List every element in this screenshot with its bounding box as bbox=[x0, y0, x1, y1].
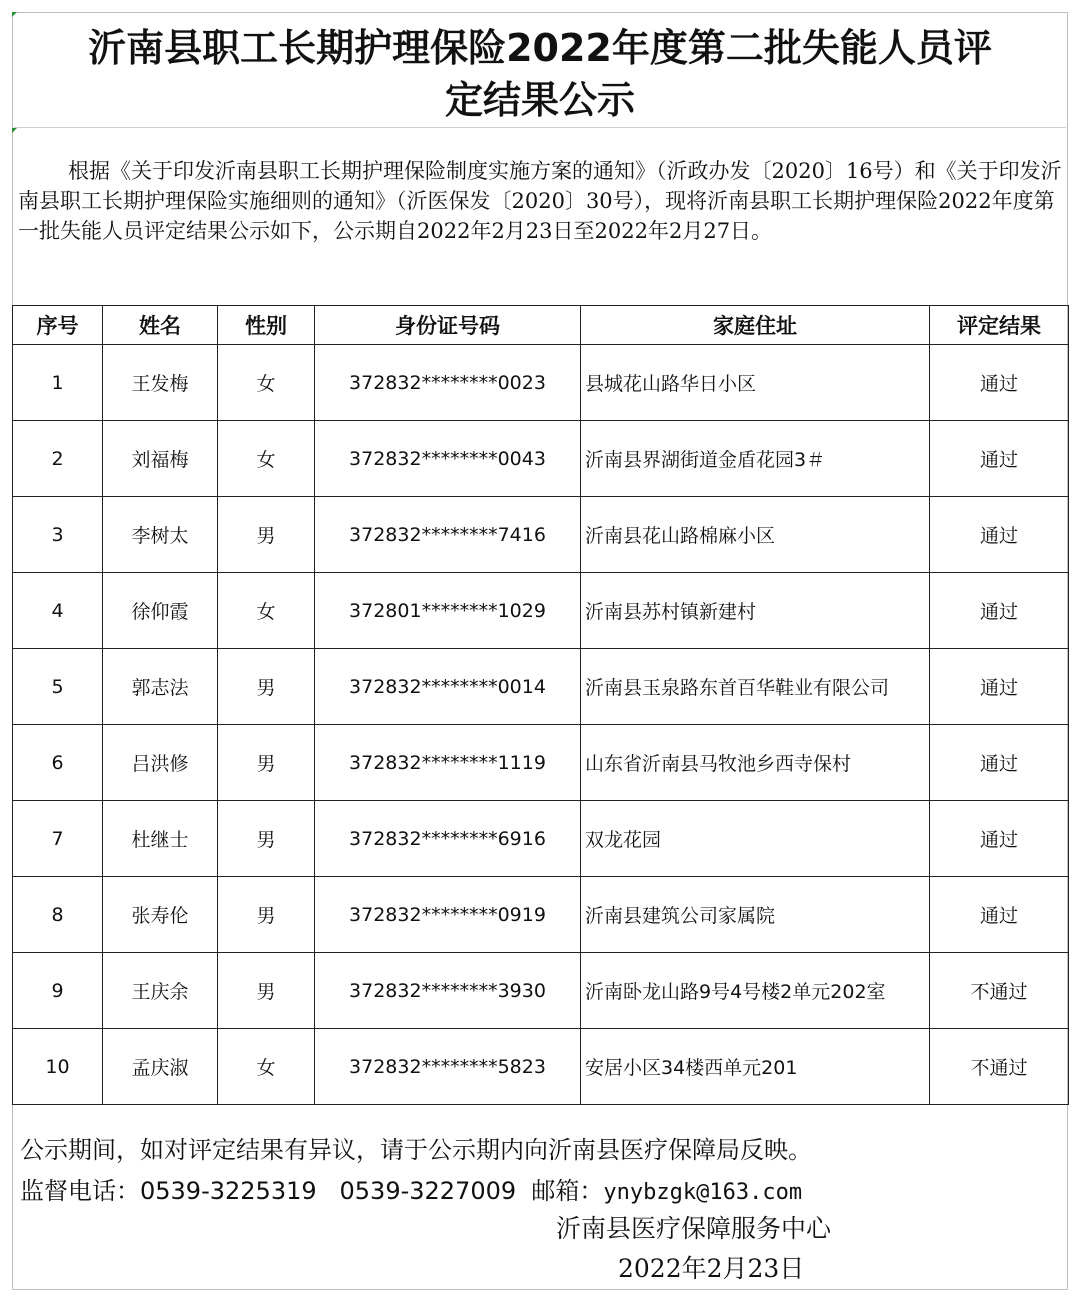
cell-result: 通过 bbox=[930, 725, 1069, 801]
header-no: 序号 bbox=[13, 306, 103, 345]
cell-result: 不通过 bbox=[930, 1029, 1069, 1105]
issue-date: 2022年2月23日 bbox=[618, 1254, 805, 1283]
cell-no: 4 bbox=[13, 573, 103, 649]
cell-name: 孟庆淑 bbox=[103, 1029, 218, 1105]
cell-no: 1 bbox=[13, 345, 103, 421]
cell-result: 通过 bbox=[930, 877, 1069, 953]
cell-result: 通过 bbox=[930, 497, 1069, 573]
phone-label: 监督电话： bbox=[20, 1177, 140, 1205]
title-line-1: 沂南县职工长期护理保险2022年度第二批失能人员评 bbox=[88, 26, 992, 70]
intro-paragraph bbox=[18, 156, 1062, 246]
intro-text: 根据《关于印发沂南县职工长期护理保险制度实施方案的通知》（沂政办发〔2020〕16号）和《关于印发沂南县职工长期护理保险实施细则的通知》（沂医保发〔2020〕30号），现将沂南县职工长期护理保险2022年度第一批失能人员评定结果公示如下，公示期自2022年2月23日至2022年2月27日。 bbox=[18, 159, 1062, 243]
cell-address: 山东省沂南县马牧池乡西寺保村 bbox=[581, 725, 930, 801]
cell-result: 通过 bbox=[930, 573, 1069, 649]
table-row bbox=[13, 725, 1069, 801]
cell-gender: 男 bbox=[218, 877, 315, 953]
cell-address: 沂南县玉泉路东首百华鞋业有限公司 bbox=[581, 649, 930, 725]
cell-no: 5 bbox=[13, 649, 103, 725]
table-header-row bbox=[13, 306, 1069, 345]
cell-gender: 男 bbox=[218, 801, 315, 877]
cell-address: 县城花山路华日小区 bbox=[581, 345, 930, 421]
results-table bbox=[12, 305, 1069, 1105]
table-row bbox=[13, 497, 1069, 573]
cell-id: 372832********3930 bbox=[315, 953, 581, 1029]
cell-result: 通过 bbox=[930, 421, 1069, 497]
cell-address: 双龙花园 bbox=[581, 801, 930, 877]
cell-id: 372832********5823 bbox=[315, 1029, 581, 1105]
table-row bbox=[13, 953, 1069, 1029]
cell-name: 吕洪修 bbox=[103, 725, 218, 801]
cell-no: 6 bbox=[13, 725, 103, 801]
table-row bbox=[13, 573, 1069, 649]
cell-result: 通过 bbox=[930, 649, 1069, 725]
cell-address: 沂南县花山路棉麻小区 bbox=[581, 497, 930, 573]
cell-no: 8 bbox=[13, 877, 103, 953]
header-address: 家庭住址 bbox=[581, 306, 930, 345]
cell-no: 7 bbox=[13, 801, 103, 877]
objection-notice: 公示期间，如对评定结果有异议，请于公示期内向沂南县医疗保障局反映。 bbox=[20, 1136, 812, 1164]
table-row bbox=[13, 421, 1069, 497]
cell-gender: 女 bbox=[218, 573, 315, 649]
cell-name: 李树太 bbox=[103, 497, 218, 573]
phone-number-1: 0539-3225319 bbox=[140, 1177, 317, 1205]
cell-no: 10 bbox=[13, 1029, 103, 1105]
title-line-2: 定结果公示 bbox=[444, 78, 635, 122]
cell-gender: 男 bbox=[218, 953, 315, 1029]
cell-gender: 女 bbox=[218, 345, 315, 421]
cell-id: 372832********0023 bbox=[315, 345, 581, 421]
cell-id: 372801********1029 bbox=[315, 573, 581, 649]
corner-marker bbox=[12, 128, 17, 133]
cell-id: 372832********0919 bbox=[315, 877, 581, 953]
cell-id: 372832********1119 bbox=[315, 725, 581, 801]
cell-name: 刘福梅 bbox=[103, 421, 218, 497]
cell-id: 372832********6916 bbox=[315, 801, 581, 877]
email-label: 邮箱： bbox=[531, 1177, 604, 1205]
issuing-organization: 沂南县医疗保障服务中心 bbox=[556, 1214, 832, 1243]
phone-number-2: 0539-3227009 bbox=[339, 1177, 517, 1205]
cell-gender: 女 bbox=[218, 421, 315, 497]
cell-result: 通过 bbox=[930, 801, 1069, 877]
header-id: 身份证号码 bbox=[315, 306, 581, 345]
contact-line bbox=[20, 1172, 802, 1212]
cell-gender: 女 bbox=[218, 1029, 315, 1105]
header-result: 评定结果 bbox=[930, 306, 1069, 345]
cell-gender: 男 bbox=[218, 649, 315, 725]
cell-name: 王庆余 bbox=[103, 953, 218, 1029]
cell-id: 372832********0043 bbox=[315, 421, 581, 497]
cell-no: 2 bbox=[13, 421, 103, 497]
cell-no: 3 bbox=[13, 497, 103, 573]
table-row bbox=[13, 877, 1069, 953]
cell-gender: 男 bbox=[218, 497, 315, 573]
page-title bbox=[14, 14, 1066, 128]
header-name: 姓名 bbox=[103, 306, 218, 345]
cell-id: 372832********0014 bbox=[315, 649, 581, 725]
email-address: ynybzgk@163.com bbox=[603, 1180, 803, 1205]
table-row bbox=[13, 649, 1069, 725]
cell-address: 沂南县界湖街道金盾花园3＃ bbox=[581, 421, 930, 497]
table-row bbox=[13, 801, 1069, 877]
cell-id: 372832********7416 bbox=[315, 497, 581, 573]
cell-address: 沂南卧龙山路9号4号楼2单元202室 bbox=[581, 953, 930, 1029]
cell-result: 不通过 bbox=[930, 953, 1069, 1029]
cell-result: 通过 bbox=[930, 345, 1069, 421]
cell-name: 杜继士 bbox=[103, 801, 218, 877]
table-row bbox=[13, 345, 1069, 421]
table-row bbox=[13, 1029, 1069, 1105]
cell-no: 9 bbox=[13, 953, 103, 1029]
cell-gender: 男 bbox=[218, 725, 315, 801]
header-gender: 性别 bbox=[218, 306, 315, 345]
cell-name: 徐仰霞 bbox=[103, 573, 218, 649]
cell-address: 沂南县建筑公司家属院 bbox=[581, 877, 930, 953]
cell-address: 沂南县苏村镇新建村 bbox=[581, 573, 930, 649]
cell-name: 张寿伦 bbox=[103, 877, 218, 953]
cell-name: 郭志法 bbox=[103, 649, 218, 725]
cell-address: 安居小区34楼西单元201 bbox=[581, 1029, 930, 1105]
cell-name: 王发梅 bbox=[103, 345, 218, 421]
